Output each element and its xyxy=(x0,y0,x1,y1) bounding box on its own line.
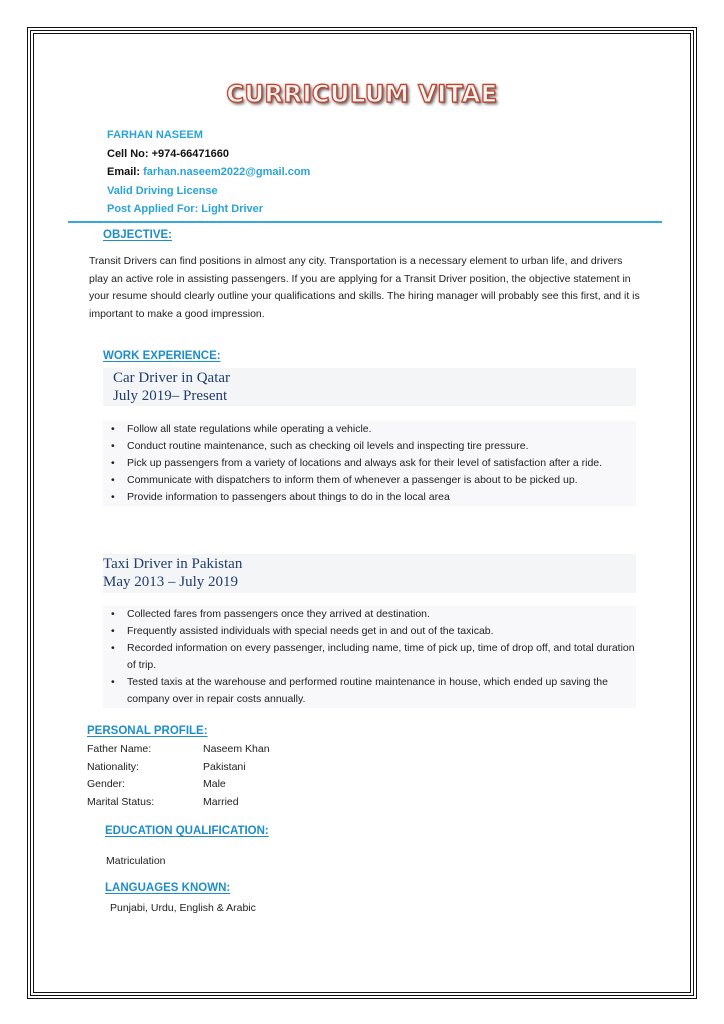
profile-label: Marital Status: xyxy=(87,795,155,808)
cell-number-line xyxy=(107,145,310,164)
profile-row xyxy=(87,741,270,759)
list-item: • Recorded information on every passenger, including name, time of pick up, time of drop off, and total duration of trip. xyxy=(103,640,636,674)
profile-row xyxy=(87,794,270,812)
job-1-period: July 2019– Present xyxy=(113,388,228,404)
email-link[interactable]: farhan.naseem2022@gmail.com xyxy=(143,166,311,178)
profile-value: Male xyxy=(203,778,226,790)
list-item: • Collected fares from passengers once they arrived at destination. xyxy=(103,606,636,623)
education-heading: EDUCATION QUALIFICATION: xyxy=(105,825,269,837)
objective-text: Transit Drivers can find positions in almost any city. Transportation is a necessary element to urban life, and drivers play an active role in assisting passengers. If you are applying for a Transit Driver position, the objective statement in your resume should clearly outline your qualifications and skills. The hiring manager will probably see this first, and it is important to make a good impression. xyxy=(89,255,640,320)
list-item: • Conduct routine maintenance, such as checking oil levels and inspecting tire pressure. xyxy=(103,438,636,455)
languages-value: Punjabi, Urdu, English & Arabic xyxy=(110,902,256,914)
profile-label: Gender: xyxy=(87,778,125,790)
education-value: Matriculation xyxy=(106,855,166,867)
list-item: • Follow all state regulations while operating a vehicle. xyxy=(103,421,636,438)
job-2-title: Taxi Driver in Pakistan xyxy=(103,556,243,572)
list-item: • Pick up passengers from a variety of locations and always ask for their level of satisfaction after a ride. xyxy=(103,455,636,472)
profile-label: Father Name: xyxy=(87,743,152,755)
personal-profile-table xyxy=(87,741,270,811)
job-2-duties xyxy=(103,606,636,708)
job-1-header xyxy=(103,368,636,406)
post-applied: Post Applied For: Light Driver xyxy=(107,203,264,215)
document-title: CURRICULUM VITAE xyxy=(226,80,498,108)
list-item: • Frequently assisted individuals with special needs get in and out of the taxicab. xyxy=(103,623,636,640)
email-label: Email xyxy=(107,166,137,178)
job-1-duties xyxy=(103,421,636,506)
header-divider xyxy=(68,221,662,223)
candidate-name: FARHAN NASEEM xyxy=(107,129,203,141)
cell-label: Cell No: xyxy=(107,147,149,160)
profile-value: Married xyxy=(203,795,239,808)
languages-heading: LANGUAGES KNOWN: xyxy=(105,882,231,894)
driving-license: Valid Driving License xyxy=(107,184,218,197)
job-2-period: May 2013 – July 2019 xyxy=(103,574,238,590)
work-experience-heading: WORK EXPERIENCE: xyxy=(103,350,221,362)
cell-value: +974-66471660 xyxy=(151,147,230,160)
list-item: • Provide information to passengers about things to do in the local area xyxy=(103,489,636,506)
job-2-header xyxy=(103,554,636,593)
profile-value: Naseem Khan xyxy=(203,743,270,755)
objective-heading: OBJECTIVE: xyxy=(103,229,173,241)
email-line: Email: farhan.naseem2022@gmail.com xyxy=(107,166,311,178)
job-1-title: Car Driver in Qatar xyxy=(113,370,231,386)
contact-header xyxy=(107,126,310,219)
list-item: • Tested taxis at the warehouse and performed routine maintenance in house, which ended up saving the company over in repair costs annually. xyxy=(103,674,636,708)
profile-row xyxy=(87,759,270,777)
profile-row xyxy=(87,776,270,794)
list-item: • Communicate with dispatchers to inform them of whenever a passenger is about to be picked up. xyxy=(103,472,636,489)
personal-profile-heading: PERSONAL PROFILE: xyxy=(87,725,208,737)
profile-label: Nationality: xyxy=(87,760,139,773)
profile-value: Pakistani xyxy=(203,760,246,773)
